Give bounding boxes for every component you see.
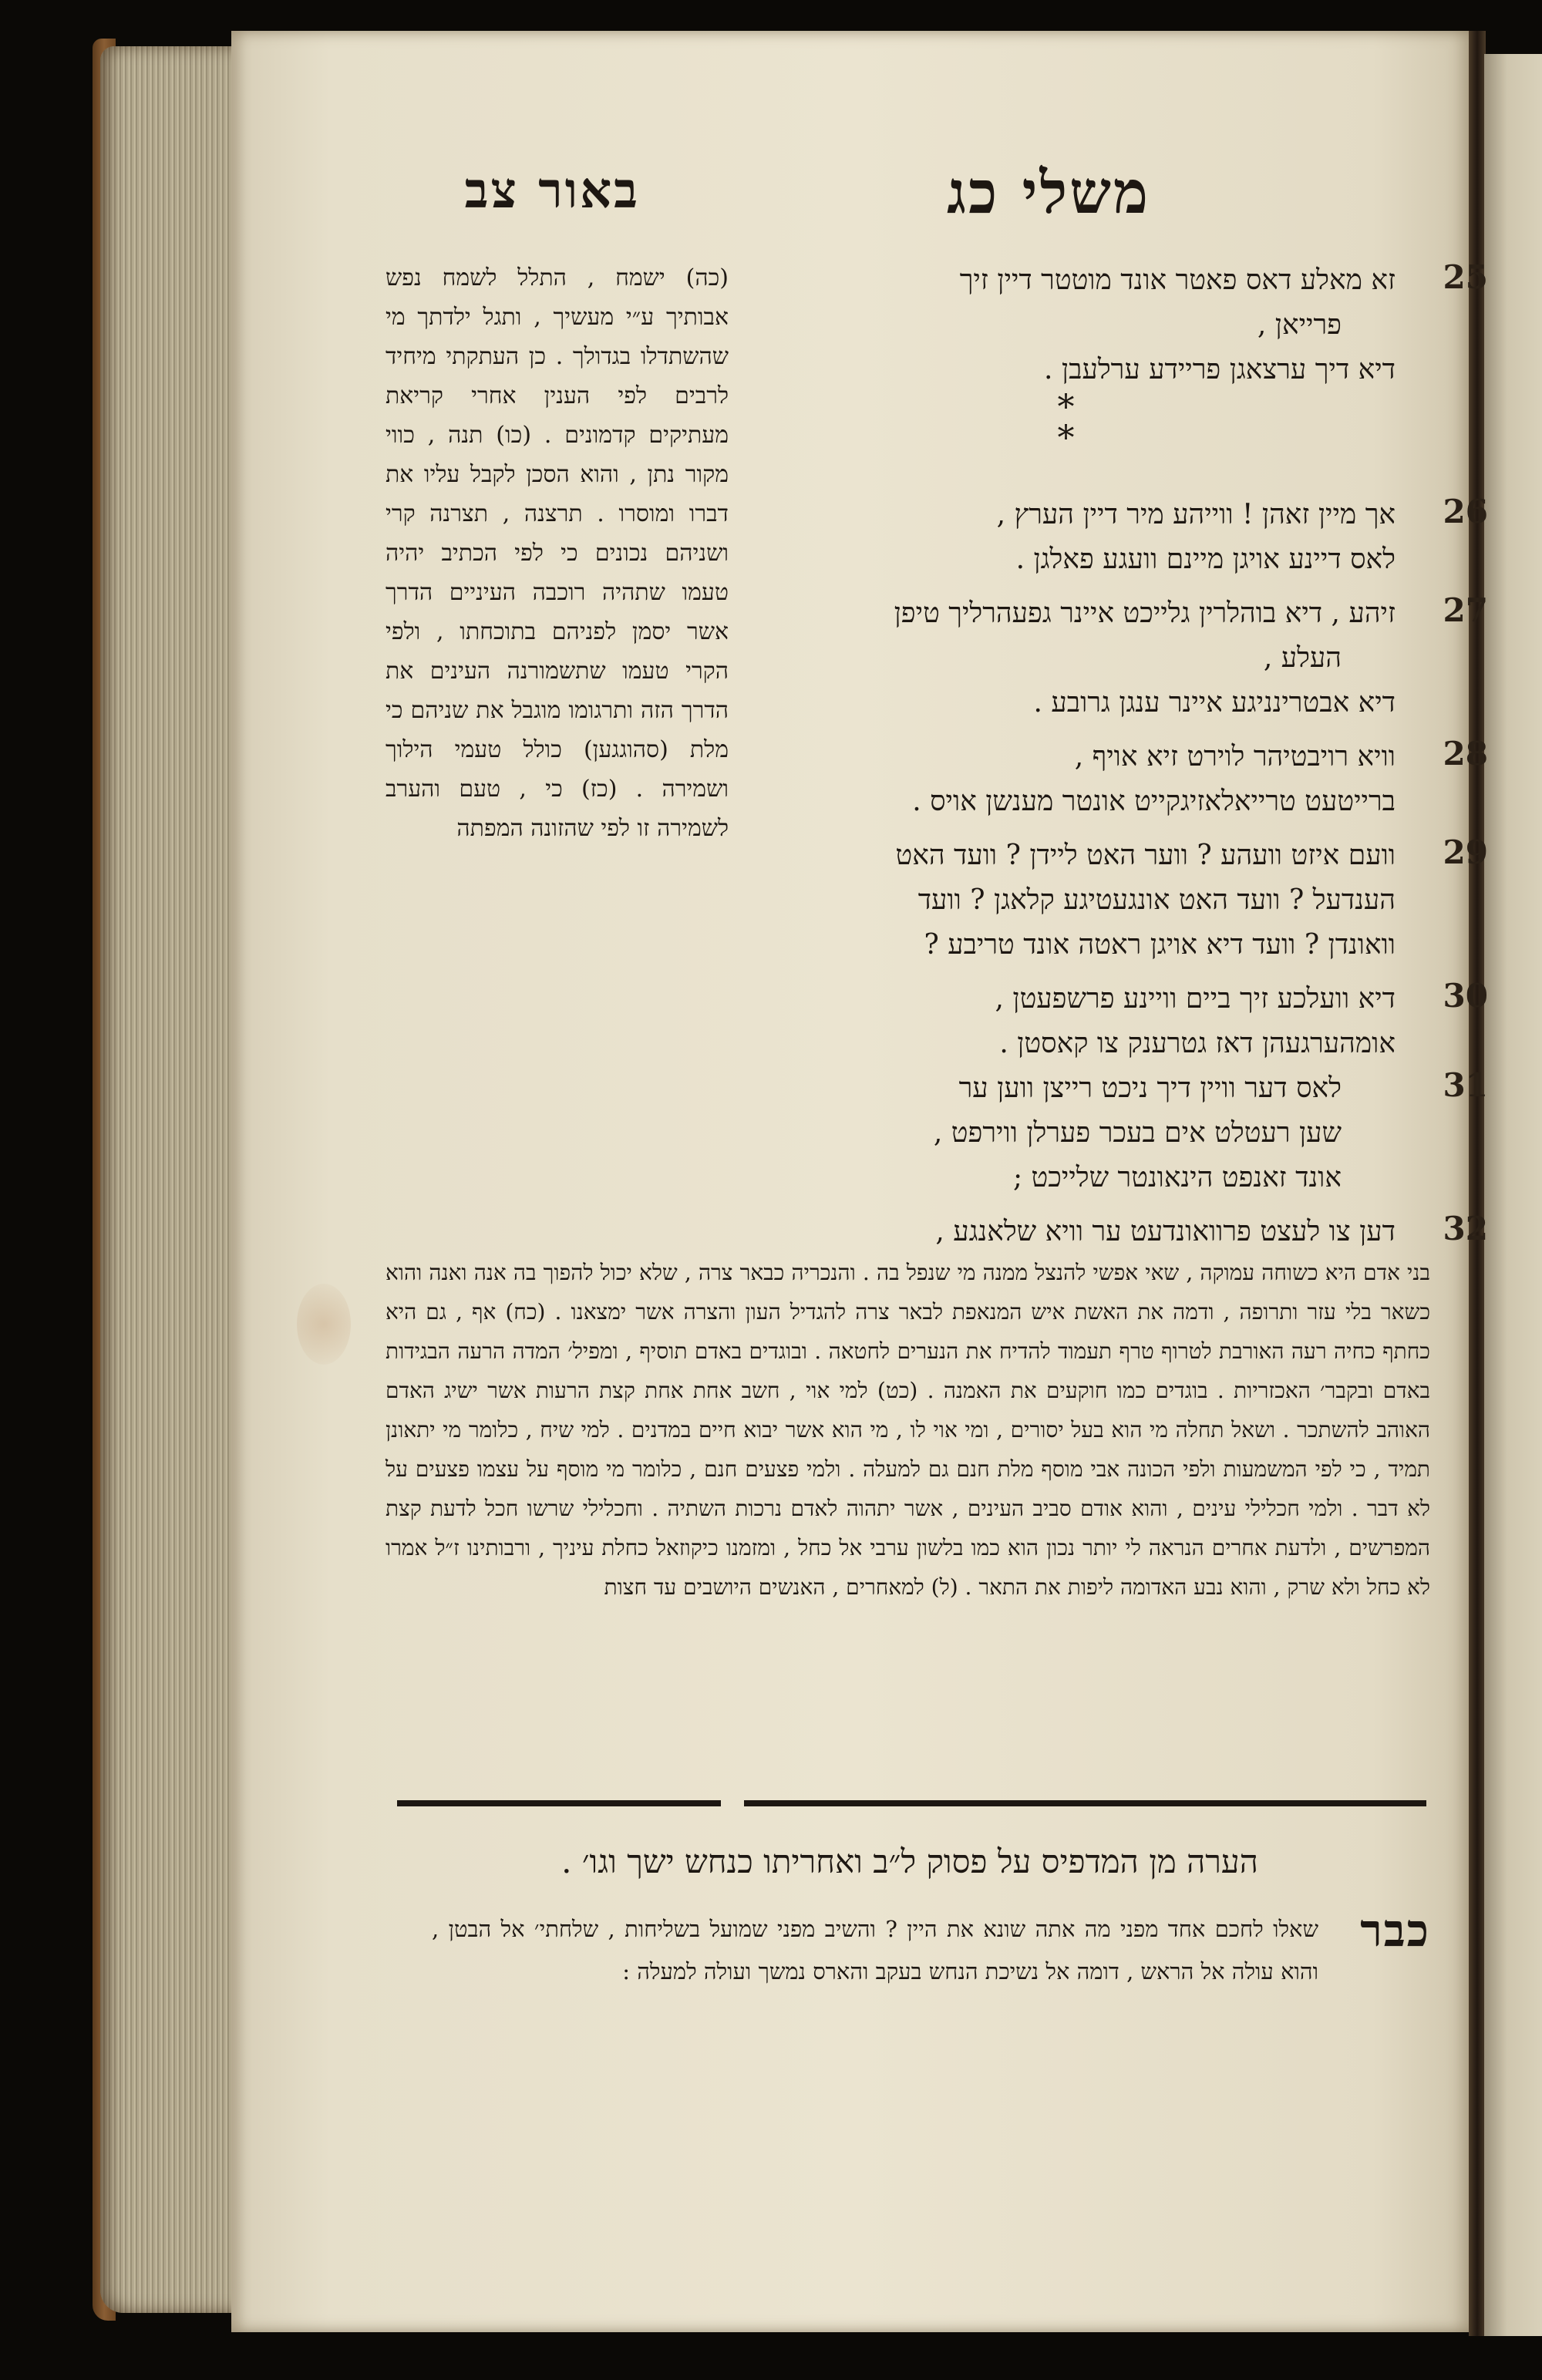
verse-number: 32 — [1443, 1210, 1488, 1247]
verse-26 — [744, 493, 1488, 582]
bottom-commentary: בני אדם היא כשוחה עמוקה , שאי אפשי להנצל ממנה מי שנפל בה . והנכריה כבאר צרה , שלא יכול להפוך בה אנה ואנה והוא כשאר בלי עזר ותרופה , ודמה את האשת איש המנאפת לבאר צרה להגדיל העון והצרה אשר ימצאנו . (כח) אף , גם היא כחתף כחיה רעה האורבת לטרוף טרף תעמוד להדיח את הנערים לחטאה . ובוגדים באדם תוסיף , ומפיל׳ המדה הרעה הבגידות באדם ובקבר׳ האכזריות . בוגדים כמו חוקעים את האמנה . (כט) למי אוי , חשב אחת אחת קצת הרעות אשר ישיג האדם האוהב להשתכר . ושאל תחלה מי הוא בעל יסורים , ומי אוי לו , מי הוא אשר יבוא חיים במדנים . למי שיח , כלומר מי יתאונן תמיד , כי לפי המשמעות ולפי הכונה אבי מוסף מלת חנם גם למעלה . ולמי פצעים חנם , כלומר מי מוסף על עצמו פצעים על לא דבר . ולמי חכלילי עינים , והוא אודם סביב העינים , אשר יתהוה לאדם נרכות השתיה . וחכלילי שרשו חכל לדעת קצת המפרשים , ולדעת אחרים הנראה לי יותר נכון הוא כמו בלשון ערבי אל כחל , ומזמנו כיקוזאל כחלת עיניך , ורבותינו ז״ל אמרו לא כחל ולא שרק , והוא נבע האדומה ליפות את התאר . (ל) למאחרים , האנשים היושבים עד חצות — [386, 1260, 1430, 1600]
verse-number: 26 — [1443, 493, 1488, 530]
verse-line: דיא אבטרינניגע איינר ענגן גרובע . — [1033, 687, 1396, 719]
verse-25 — [744, 258, 1488, 392]
verse-line: שען רעטלט אים בעכר פערלן ווירפט , — [933, 1117, 1342, 1149]
verse-number: 31 — [1443, 1066, 1488, 1104]
page-stain — [297, 1284, 351, 1365]
verse-line: דיא וועלכע זיך ביים וויינע פרשפעטן , — [995, 983, 1396, 1015]
book-gutter — [1469, 31, 1486, 2336]
printer-note-lead-word: כבר — [1360, 1904, 1430, 1957]
commentary-header: באור צב — [464, 162, 640, 220]
verse-29 — [744, 833, 1488, 968]
printer-note-body: שאלו לחכם אחד מפני מה אתה שונא את היין ? והשיב מפני שמועל בשליחות , שלחתי׳ אל הבטן , והוא עולה אל הראש , דומה אל נשיכת הנחש בעקב והארס נמשך ועולה למעלה : — [432, 1916, 1318, 1984]
verse-line: וואונדן ? וועד דיא אויגן ראטה אונד טריבע ? — [924, 929, 1396, 961]
divider-rule-left — [397, 1800, 721, 1806]
verse-number: 30 — [1443, 977, 1488, 1015]
verse-31 — [744, 1066, 1488, 1200]
verse-line: אך מיין זאהן ! ווייהע מיר דיין הערץ , — [996, 499, 1396, 530]
facing-page-edge — [1484, 54, 1542, 2336]
verse-number: 25 — [1443, 258, 1488, 296]
verse-line: לאס דער וויין דיך ניכט רייצן ווען ער — [958, 1072, 1342, 1104]
verse-line: ברייטעט טרייאלאזיגקייט אונטר מענשן אויס . — [912, 786, 1396, 817]
verse-28 — [744, 735, 1488, 824]
verse-number: 29 — [1443, 833, 1488, 871]
section-divider-stars: * * — [1057, 388, 1244, 458]
divider-rule-right — [744, 1800, 1426, 1806]
verse-line: וועם איזט וועהע ? ווער האט ליידן ? וועד האט — [895, 840, 1396, 871]
verse-line: זא מאלע דאס פאטר אונד מוטטר דיין זיך — [959, 264, 1396, 296]
commentary-column: (כה) ישמח , התלל לשמח נפש אבותיך ע״י מעשיך , ותגל ילדתך מי שהשתדלו בגדולך . כן העתקתי מיחיד לרבים לפי הענין אחרי קריאת מעתיקים קדמונים . (כו) תנה , כווי מקור נתן , והוא הסכן לקבל עליו את דברו ומוסרו . תרצנה , תצרנה קרי ושניהם נכונים כי לפי הכתיב יהיה טעמו שתהיה רוכבה העיניים הדרך אשר יסמן לפניהם בתוכחתו , ולפי הקרי טעמו שתשמורנה העינים את הדרך הזה ותרגומו מוגבל את שניהם כי מלת (סהוגגען) כולל טעמי הילוך ושמירה . (כז) כי , טעם והערב לשמירה זו לפי שהזונה המפתה — [386, 264, 729, 842]
verse-number: 27 — [1443, 591, 1488, 629]
verse-line: וויא רויבטיהר לוירט זיא אויף , — [1074, 741, 1396, 773]
verse-line: אונד זאנפט הינאונטר שלייכט ; — [1012, 1162, 1342, 1193]
verse-translation-column — [744, 258, 1488, 1247]
verse-27 — [744, 591, 1488, 725]
verse-line: דען צו לעצט פרוואונדעט ער וויא שלאנגע , — [935, 1216, 1396, 1247]
verse-line: פרייאן , — [1257, 309, 1342, 341]
printer-note-title: הערה מן המדפיס על פסוק ל״ב ואחריתו כנחש ישך וגו׳ . — [561, 1843, 1258, 1880]
verse-line: זיהע , דיא בוהלרין גלייכט איינר גפעהרליך טיפן — [894, 598, 1396, 629]
verse-line: לאס דיינע אויגן מיינם וועגע פאלגן . — [1015, 544, 1396, 575]
verse-number: 28 — [1443, 735, 1488, 773]
running-header: משלי כג — [946, 158, 1151, 227]
verse-32 — [744, 1210, 1488, 1254]
verse-line: דיא דיך ערצאגן פריידע ערלעבן . — [1044, 354, 1396, 385]
verse-line: העלע , — [1263, 642, 1342, 674]
verse-30 — [744, 977, 1488, 1066]
verse-line: הענדעל ? וועד האט אונגעטיגע קלאגן ? וועד — [917, 884, 1396, 916]
verse-line: אומהערגעהן דאז גטרענק צו קאסטן . — [999, 1028, 1396, 1059]
